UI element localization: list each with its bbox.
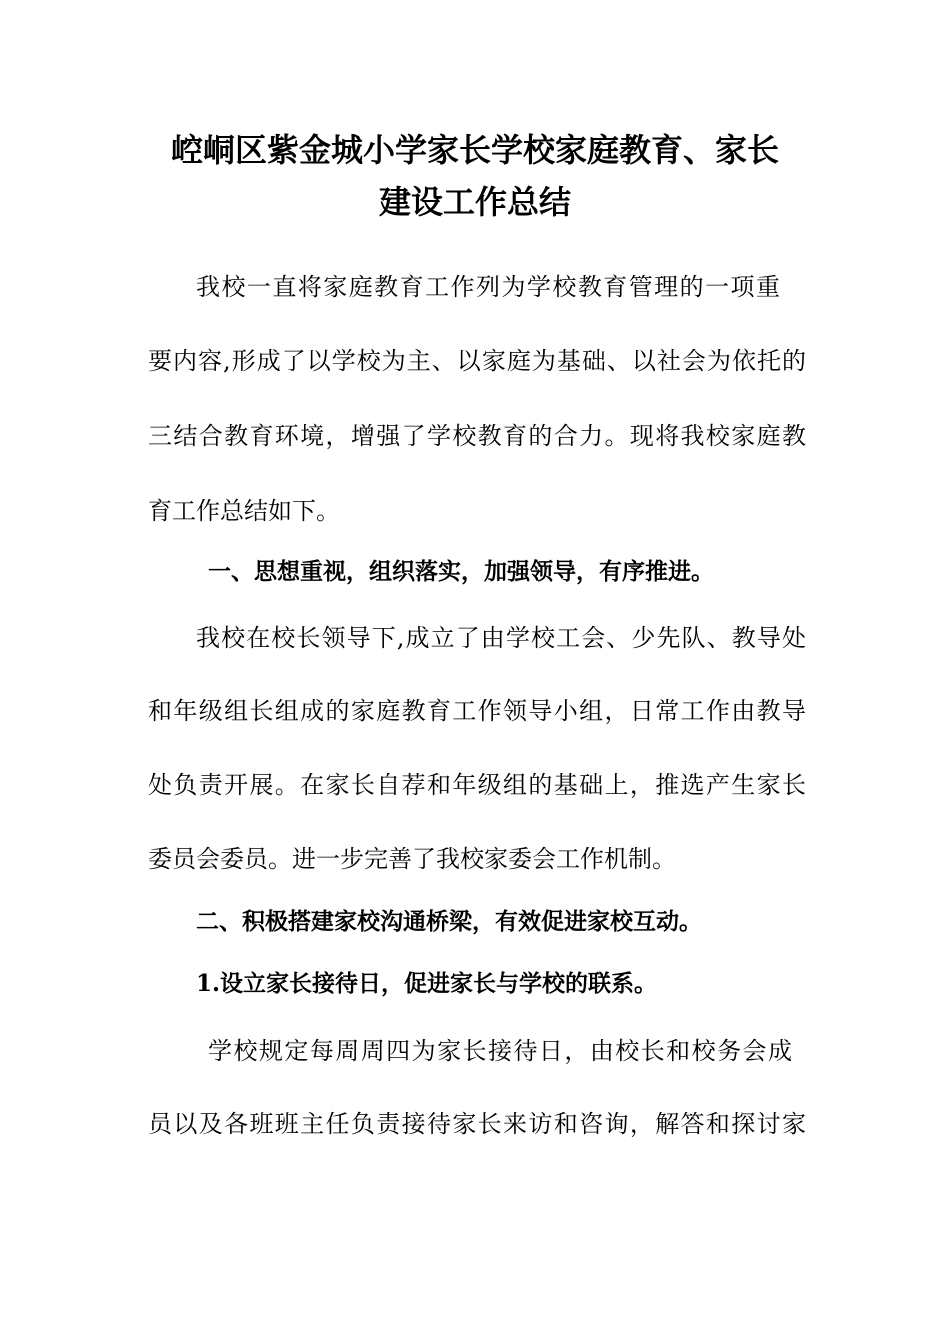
section-heading-2: 二、积极搭建家校沟通桥梁，有效促进家校互动。 (196, 909, 702, 935)
document-title-line-2: 建设工作总结 (378, 183, 571, 221)
paragraph-1-line-1: 我校一直将家庭教育工作列为学校教育管理的一项重 (196, 273, 780, 301)
section-heading-1: 一、思想重视，组织落实，加强领导，有序推进。 (208, 559, 714, 585)
paragraph-1-line-3: 三结合教育环境，增强了学校教育的合力。现将我校家庭教 (148, 422, 806, 450)
paragraph-2-line-4: 委员会委员。进一步完善了我校家委会工作机制。 (148, 845, 676, 873)
paragraph-1-line-2: 要内容,形成了以学校为主、以家庭为基础、以社会为依托的 (148, 347, 806, 375)
subsection-heading-1: 1.设立家长接待日，促进家长与学校的联系。 (196, 970, 658, 997)
paragraph-2-line-1: 我校在校长领导下,成立了由学校工会、少先队、教导处 (196, 624, 806, 652)
paragraph-2-line-2: 和年级组长组成的家庭教育工作领导小组，日常工作由教导 (148, 697, 806, 725)
paragraph-3-line-1: 学校规定每周周四为家长接待日，由校长和校务会成 (208, 1037, 792, 1065)
paragraph-3-line-2: 员以及各班班主任负责接待家长来访和咨询，解答和探讨家 (148, 1110, 806, 1138)
document-title-line-1: 崆峒区紫金城小学家长学校家庭教育、家长 (170, 131, 779, 169)
paragraph-1-line-4: 育工作总结如下。 (148, 497, 340, 525)
paragraph-2-line-3: 处负责开展。在家长自荐和年级组的基础上，推选产生家长 (148, 771, 806, 799)
